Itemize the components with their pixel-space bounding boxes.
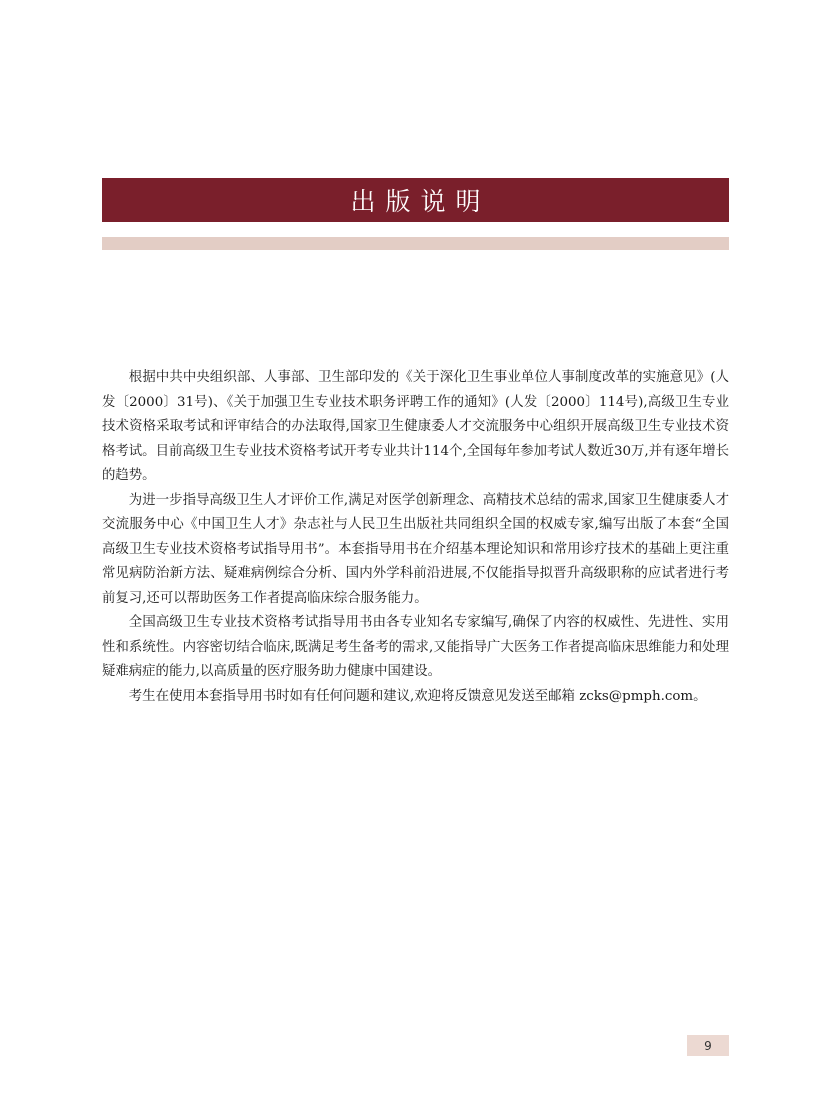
title-underline-bar — [102, 237, 729, 250]
page-number: 9 — [687, 1035, 729, 1056]
body-content — [102, 366, 729, 709]
paragraph-3: 全国高级卫生专业技术资格考试指导用书由各专业知名专家编写,确保了内容的权威性、先进性、实用性和系统性。内容密切结合临床,既满足考生备考的需求,又能指导广大医务工作者提高临床思维能力和处理疑难病症的能力,以高质量的医疗服务助力健康中国建设。 — [102, 615, 729, 679]
title-banner — [102, 178, 729, 222]
page-title: 出版说明 — [350, 187, 491, 216]
paragraph-2: 为进一步指导高级卫生人才评价工作,满足对医学创新理念、高精技术总结的需求,国家卫生健康委人才交流服务中心《中国卫生人才》杂志社与人民卫生出版社共同组织全国的权威专家,编写出版了本套“全国高级卫生专业技术资格考试指导用书”。本套指导用书在介绍基本理论知识和常用诊疗技术的基础上更注重常见病防治新方法、疑难病例综合分析、国内外学科前沿进展,不仅能指导拟晋升高级职称的应试者进行考前复习,还可以帮助医务工作者提高临床综合服务能力。 — [102, 492, 729, 606]
paragraph-4: 考生在使用本套指导用书时如有任何问题和建议,欢迎将反馈意见发送至邮箱 zcks@pmph.com。 — [128, 688, 707, 704]
paragraph-1: 根据中共中央组织部、人事部、卫生部印发的《关于深化卫生事业单位人事制度改革的实施意见》(人发〔2000〕31号)、《关于加强卫生专业技术职务评聘工作的通知》(人发〔2000〕114号),高级卫生专业技术资格采取考试和评审结合的办法取得,国家卫生健康委人才交流服务中心组织开展高级卫生专业技术资格考试。目前高级卫生专业技术资格考试开考专业共计114个,全国每年参加考试人数近30万,并有逐年增长的趋势。 — [102, 370, 729, 483]
